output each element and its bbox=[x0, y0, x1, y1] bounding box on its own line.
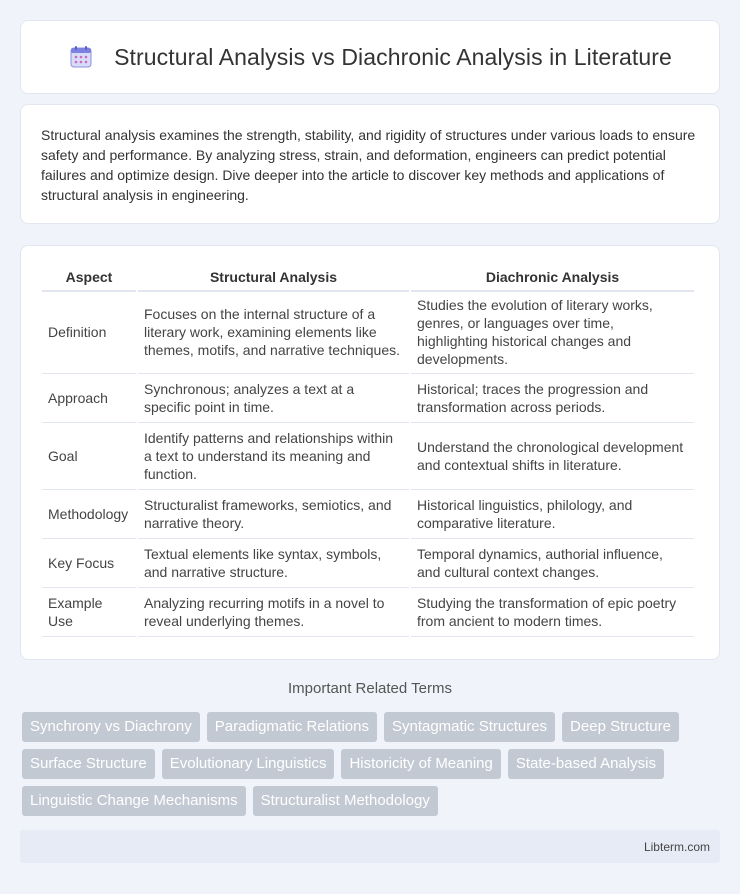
table-row bbox=[42, 292, 694, 374]
related-terms-title: Important Related Terms bbox=[288, 680, 452, 697]
table-row bbox=[42, 490, 694, 539]
row-aspect: Key Focus bbox=[42, 539, 136, 588]
row-structural: Focuses on the internal structure of a literary work, examining elements like themes, motifs, and narrative techniques. bbox=[138, 292, 409, 374]
row-aspect: Example Use bbox=[42, 588, 136, 637]
row-diachronic: Temporal dynamics, authorial influence, and cultural context changes. bbox=[411, 539, 694, 588]
related-term-tag[interactable]: Deep Structure bbox=[562, 712, 679, 742]
footer-site-link[interactable]: Libterm.com bbox=[643, 839, 710, 854]
row-aspect: Definition bbox=[42, 292, 136, 374]
row-diachronic: Historical; traces the progression and transformation across periods. bbox=[411, 374, 694, 423]
row-aspect: Goal bbox=[42, 423, 136, 490]
intro-card bbox=[20, 104, 720, 224]
table-header-row bbox=[42, 264, 694, 292]
header-card bbox=[20, 20, 720, 94]
row-diachronic: Studying the transformation of epic poetry from ancient to modern times. bbox=[411, 588, 694, 637]
row-diachronic: Understand the chronological development and contextual shifts in literature. bbox=[411, 423, 694, 490]
row-structural: Synchronous; analyzes a text at a specific point in time. bbox=[138, 374, 409, 423]
row-structural: Textual elements like syntax, symbols, and narrative structure. bbox=[138, 539, 409, 588]
footer bbox=[20, 830, 720, 863]
table-row bbox=[42, 539, 694, 588]
row-structural: Analyzing recurring motifs in a novel to reveal underlying themes. bbox=[138, 588, 409, 637]
related-term-tag[interactable]: State-based Analysis bbox=[508, 749, 664, 779]
row-diachronic: Studies the evolution of literary works, genres, or languages over time, highlighting historical changes and developments. bbox=[411, 292, 694, 374]
comparison-table-card bbox=[20, 245, 720, 660]
header-diachronic: Diachronic Analysis bbox=[411, 264, 694, 292]
row-diachronic: Historical linguistics, philology, and comparative literature. bbox=[411, 490, 694, 539]
header-structural: Structural Analysis bbox=[138, 264, 409, 292]
table-row bbox=[42, 423, 694, 490]
table-row bbox=[42, 374, 694, 423]
related-term-tag[interactable]: Historicity of Meaning bbox=[341, 749, 500, 779]
page-title: Structural Analysis vs Diachronic Analysis in Literature bbox=[114, 43, 672, 70]
intro-text: Structural analysis examines the strength, stability, and rigidity of structures under various loads to ensure safety and performance. By analyzing stress, strain, and deformation, engineers can predict potential failures and optimize design. Dive deeper into the article to discover key methods and applications of structural analysis in engineering. bbox=[41, 127, 696, 203]
row-structural: Identify patterns and relationships within a text to understand its meaning and function. bbox=[138, 423, 409, 490]
related-term-tag[interactable]: Synchrony vs Diachrony bbox=[22, 712, 200, 742]
row-aspect: Methodology bbox=[42, 490, 136, 539]
related-term-tag[interactable]: Linguistic Change Mechanisms bbox=[22, 786, 246, 816]
related-term-tag[interactable]: Structuralist Methodology bbox=[253, 786, 438, 816]
calendar-icon bbox=[68, 44, 94, 70]
row-aspect: Approach bbox=[42, 374, 136, 423]
header-aspect: Aspect bbox=[42, 264, 136, 292]
related-term-tag[interactable]: Syntagmatic Structures bbox=[384, 712, 555, 742]
comparison-table bbox=[40, 264, 696, 637]
related-term-tag[interactable]: Surface Structure bbox=[22, 749, 155, 779]
related-term-tag[interactable]: Paradigmatic Relations bbox=[207, 712, 377, 742]
related-terms-list bbox=[22, 712, 722, 823]
row-structural: Structuralist frameworks, semiotics, and narrative theory. bbox=[138, 490, 409, 539]
table-row bbox=[42, 588, 694, 637]
related-term-tag[interactable]: Evolutionary Linguistics bbox=[162, 749, 335, 779]
